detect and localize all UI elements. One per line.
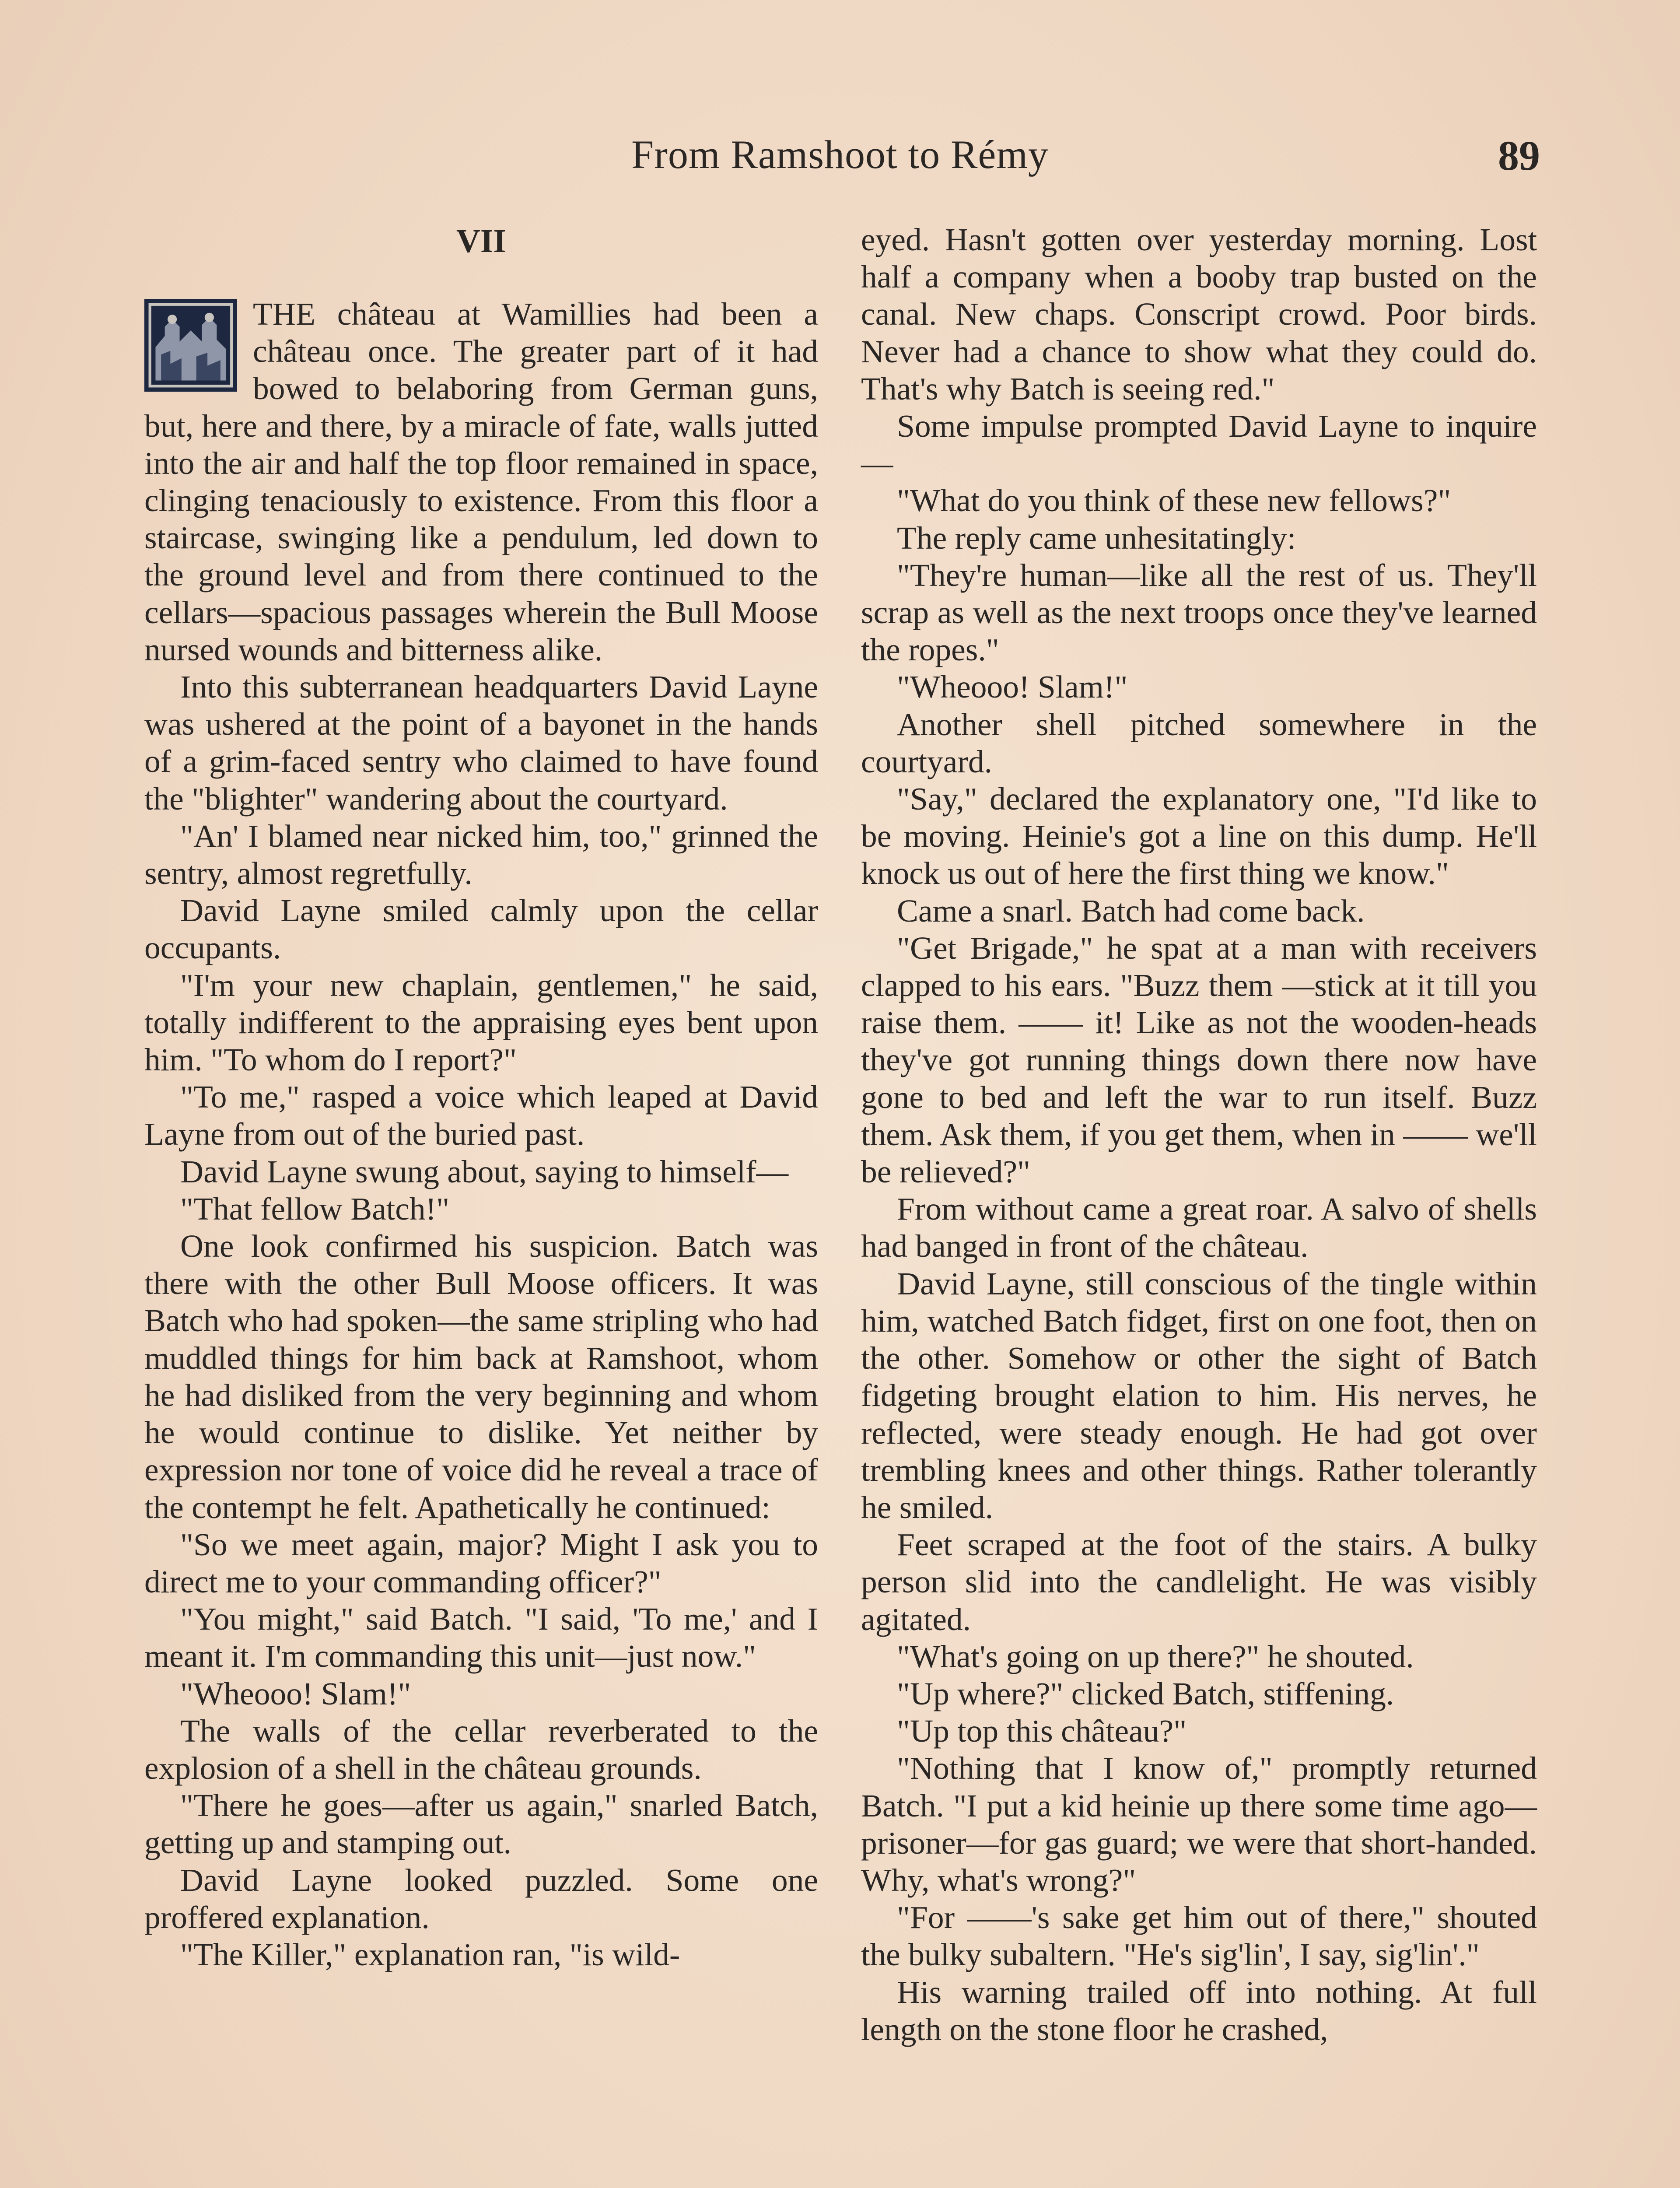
paragraph: "Wheooo! Slam!" — [180, 1676, 411, 1711]
paragraph: "That fellow Batch!" — [180, 1191, 450, 1227]
paragraph: "Up top this château?" — [897, 1713, 1187, 1749]
page-header — [140, 131, 1540, 193]
decorative-initial-image — [144, 299, 237, 392]
paragraph: "Say," declared the explanatory one, "I'd like to be moving. Heinie's got a line on this dump. He'll knock us out of here the first thing we know." — [861, 781, 1537, 891]
left-column — [144, 221, 818, 2188]
paragraph: "You might," said Batch. "I said, 'To me,' and I meant it. I'm commanding this unit—just now." — [144, 1601, 818, 1674]
paragraph: "To me," rasped a voice which leaped at David Layne from out of the buried past. — [144, 1079, 818, 1152]
paragraph: His warning trailed off into nothing. At full length on the stone floor he crashed, — [861, 1974, 1537, 2047]
paragraph: "What do you think of these new fellows?" — [897, 483, 1451, 519]
paragraph: "Nothing that I know of," promptly returned Batch. "I put a kid heinie up there some time ago—prisoner—for gas guard; we were that short-handed. Why, what's wrong?" — [861, 1750, 1537, 1898]
paragraph: "So we meet again, major? Might I ask you to direct me to your commanding officer?" — [144, 1526, 818, 1599]
paragraph: "The Killer," explanation ran, "is wild- — [180, 1936, 680, 1972]
paragraph: The reply came unhesitatingly: — [897, 520, 1296, 556]
section-heading: VII — [456, 223, 507, 259]
paragraph: From without came a great roar. A salvo of shells had banged in front of the château. — [861, 1191, 1537, 1264]
running-title: From Ramshoot to Rémy — [631, 132, 1049, 177]
paragraph: David Layne swung about, saying to himself— — [180, 1154, 789, 1189]
paragraph: "There he goes—after us again," snarled Batch, getting up and stamping out. — [144, 1788, 818, 1861]
right-column — [861, 221, 1537, 2188]
paragraph: "I'm your new chaplain, gentlemen," he said, totally indifferent to the appraising eyes bent upon him. "To whom do I report?" — [144, 967, 818, 1078]
paragraph: Into this subterranean headquarters David Layne was ushered at the point of a bayonet in the hands of a grim-faced sentry who claimed to have found the "blighter" wandering about the courtyard. — [144, 669, 818, 817]
paragraph: "They're human—like all the rest of us. They'll scrap as well as the next troops once they've learned the ropes." — [861, 557, 1537, 668]
paragraph: THE château at Wamillies had been a château once. The greater part of it had bowed to belaboring from German guns, but, here and there, by a miracle of fate, walls jutted into the air and half the top floor remained in space, clinging tenaciously to existence. From this floor a staircase, swinging like a pendulum, led down to the ground level and from there continued to the cellars—spacious passages wherein the Bull Moose nursed wounds and bitterness alike. — [144, 296, 818, 667]
paragraph: "An' I blamed near nicked him, too," grinned the sentry, almost regretfully. — [144, 818, 818, 891]
paragraph: David Layne smiled calmly upon the cellar occupants. — [144, 893, 818, 966]
paragraph: eyed. Hasn't gotten over yesterday morning. Lost half a company when a booby trap busted on the canal. New chaps. Conscript crowd. Poor birds. Never had a chance to show what they could do. That's why Batch is seeing red." — [861, 222, 1537, 407]
paragraph: David Layne, still conscious of the tingle within him, watched Batch fidget, first on one foot, then on the other. Somehow or other the sight of Batch fidgeting brought elation to him. His nerves, he reflected, were steady enough. He had got over trembling knees and other things. Rather tolerantly he smiled. — [861, 1266, 1537, 1525]
paragraph: Came a snarl. Batch had come back. — [897, 893, 1365, 929]
paragraph: David Layne looked puzzled. Some one proffered explanation. — [144, 1862, 818, 1935]
paragraph: "What's going on up there?" he shouted. — [897, 1638, 1414, 1674]
paragraph: Some impulse prompted David Layne to inquire— — [861, 408, 1537, 481]
paragraph: "For ——'s sake get him out of there," shouted the bulky subaltern. "He's sig'lin', I say, sig'lin'." — [861, 1900, 1537, 1973]
paragraph: Another shell pitched somewhere in the courtyard. — [861, 706, 1537, 779]
paragraph: The walls of the cellar reverberated to the explosion of a shell in the château grounds. — [144, 1713, 818, 1786]
paragraph: "Up where?" clicked Batch, stiffening. — [897, 1676, 1394, 1711]
paragraph: "Get Brigade," he spat at a man with receivers clapped to his ears. "Buzz them —stick at it till you raise them. —— it! Like as not the wooden-heads they've got running things down there now have gone to bed and left the war to run itself. Buzz them. Ask them, if you get them, when in —— we'll be relieved?" — [861, 930, 1537, 1190]
paragraph: One look confirmed his suspicion. Batch was there with the other Bull Moose officers. It was Batch who had spoken—the same stripling who had muddled things for him back at Ramshoot, whom he had disliked from the very beginning and whom he would continue to dislike. Yet neither by expression nor tone of voice did he reveal a trace of the contempt he felt. Apathetically he continued: — [144, 1228, 818, 1525]
paragraph: Feet scraped at the foot of the stairs. A bulky person slid into the candlelight. He was visibly agitated. — [861, 1527, 1537, 1637]
page-number: 89 — [1498, 132, 1540, 179]
paragraph: "Wheooo! Slam!" — [897, 669, 1128, 705]
